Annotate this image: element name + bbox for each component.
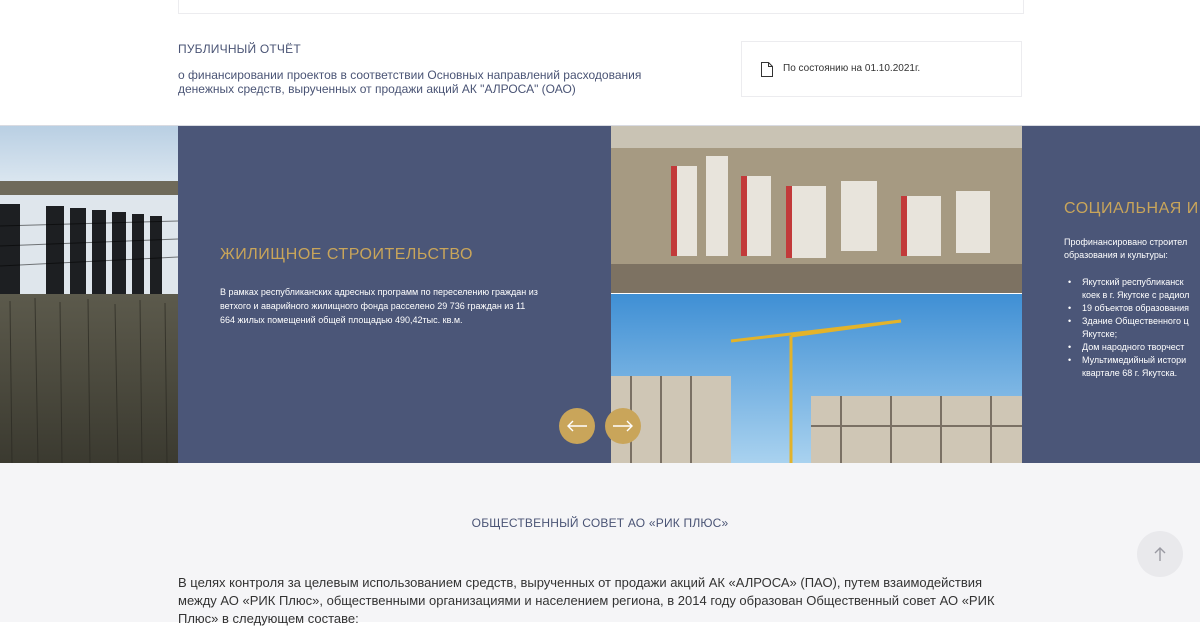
council-text: В целях контроля за целевым использованием средств, вырученных от продажи акций АК «АЛРОСА» (ПАО), путем взаимодействия между АО «РИК Плюс», общественными организациями и населением региона, в 2014 году образован Общественный совет АО «РИК Плюс» в следующем составе: [178,575,995,626]
next-slide-title: СОЦИАЛЬНАЯ И [1064,200,1199,217]
construction-photo [611,126,1022,463]
report-title: ПУБЛИЧНЫЙ ОТЧЁТ [178,42,301,56]
report-description: о финансировании проектов в соответствии Основных направлений расходования денежных средств, вырученных от продажи акций АК "АЛРОСА" (ОАО) [178,68,642,96]
list-item-continuation: коек в г. Якутске с радиол [1082,290,1190,300]
top-card [178,0,1024,14]
projects-slider [0,126,1200,463]
report-status-box[interactable] [741,41,1022,97]
active-slide [178,126,611,463]
report-status-text: По состоянию на 01.10.2021г. [783,63,921,74]
scroll-to-top-button[interactable] [1137,531,1183,577]
next-slide-text-line: образования и культуры: [1064,250,1168,260]
pipeline-photo [0,126,178,463]
next-slide-text [1064,236,1200,262]
list-item: • Здание Общественного ц [1064,315,1189,328]
slide-title: ЖИЛИЩНОЕ СТРОИТЕЛЬСТВО [220,246,473,263]
arrow-up-icon [1154,546,1166,562]
next-slide-list [1064,276,1189,380]
slide-text: В рамках республиканских адресных программ по переселению граждан из ветхого и аварийного жилищного фонда расселено 29 736 граждан из 11 664 жилых помещений общей площадью 490,42тыс. кв.м. [220,287,538,325]
list-item: • 19 объектов образования [1064,302,1189,315]
list-item: • Якутский республиканск [1064,276,1189,289]
arrow-right-icon [612,420,634,432]
slider-prev-button[interactable] [559,408,595,444]
arrow-left-icon [566,420,588,432]
list-item: • Дом народного творчест [1064,341,1189,354]
list-item: • Мультимедийный истори [1064,354,1189,367]
council-title: ОБЩЕСТВЕННЫЙ СОВЕТ АО «РИК ПЛЮС» [471,516,729,530]
list-item-continuation: квартале 68 г. Якутска. [1082,368,1178,378]
list-item-continuation: Якутске; [1082,329,1118,339]
slider-next-button[interactable] [605,408,641,444]
council-section [0,463,1200,626]
next-slide-text-line: Профинансировано строител [1064,237,1188,247]
next-slide [1022,126,1200,463]
document-icon [761,62,773,77]
